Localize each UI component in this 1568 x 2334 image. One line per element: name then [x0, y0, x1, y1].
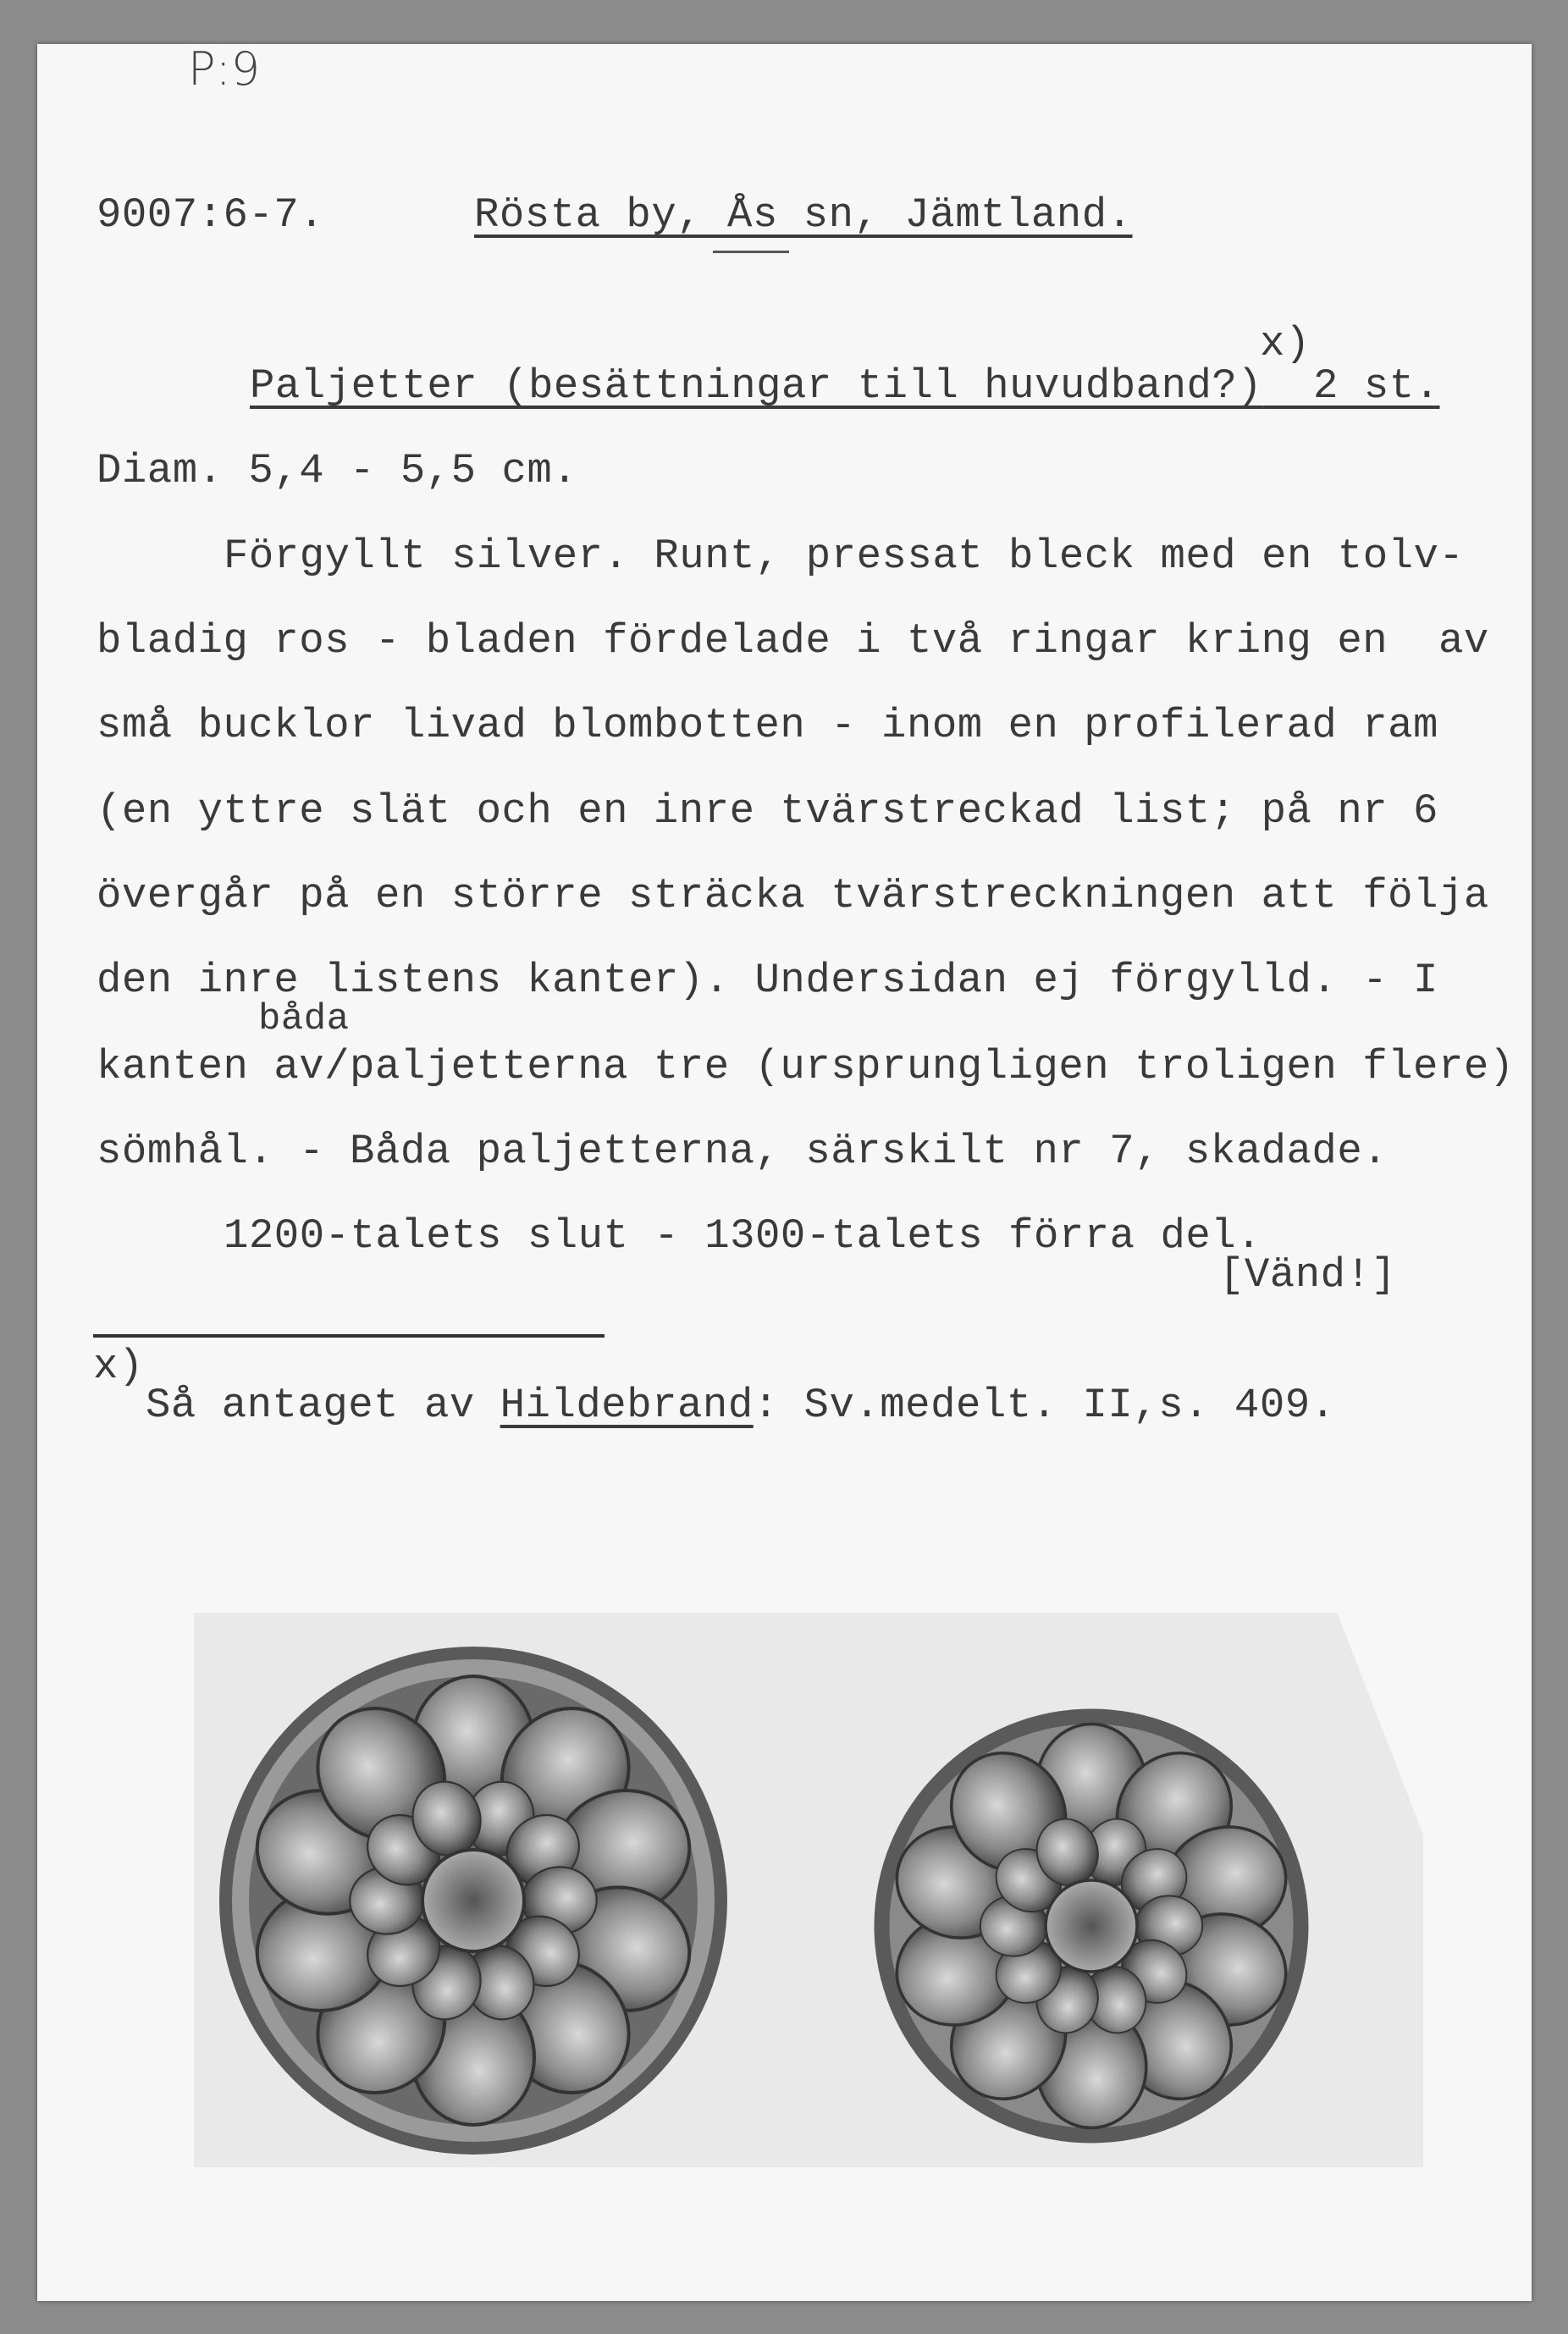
footnote-separator — [93, 1334, 605, 1338]
description-line: den inre listens kanter). Undersidan ej förgylld. - I — [97, 957, 1438, 1004]
description-line: övergår på en större sträcka tvärstreckningen att följa — [97, 872, 1489, 919]
turn-over-note: [Vänd!] — [1219, 1251, 1397, 1299]
rosette-2 — [875, 1709, 1309, 2144]
rosette-1 — [219, 1647, 727, 2155]
handwritten-reference: P:9 — [188, 42, 261, 96]
inserted-word: båda — [258, 998, 350, 1040]
footnote-author: Hildebrand — [500, 1382, 754, 1429]
description-line: kanten av/paljetterna tre (ursprungligen troligen flere) — [97, 1043, 1515, 1090]
footnote-text — [146, 1382, 1336, 1429]
title-count: 2 st. — [1313, 362, 1440, 410]
rosette-photo — [194, 1613, 1423, 2167]
title-text: Paljetter (besättningar till huvudband?) — [250, 362, 1263, 410]
footnote-marker: x) — [1260, 320, 1311, 367]
footnote-mark: x) — [93, 1343, 144, 1390]
object-title — [250, 362, 1440, 410]
artifact-photograph — [194, 1613, 1423, 2167]
dimensions: Diam. 5,4 - 5,5 cm. — [97, 447, 578, 494]
find-location: Rösta by, Ås sn, Jämtland. — [474, 191, 1133, 239]
footnote-prefix: Så antaget av — [146, 1382, 500, 1429]
dating-line: 1200-talets slut - 1300-talets förra del. — [224, 1212, 1262, 1260]
catalog-number: 9007:6-7. — [97, 191, 325, 239]
description-line: bladig ros - bladen fördelade i två ringar kring en av — [97, 617, 1489, 665]
underline-mark — [713, 251, 789, 253]
description-line: små bucklor livad blombotten - inom en profilerad ram — [97, 702, 1438, 749]
description-line: (en yttre slät och en inre tvärstreckad list; på nr 6 — [97, 787, 1438, 835]
footnote-reference: : Sv.medelt. II,s. 409. — [753, 1382, 1336, 1429]
description-line: sömhål. - Båda paljetterna, särskilt nr 7, skadade. — [97, 1128, 1389, 1175]
description-line: Förgyllt silver. Runt, pressat bleck med en tolv- — [224, 532, 1465, 580]
